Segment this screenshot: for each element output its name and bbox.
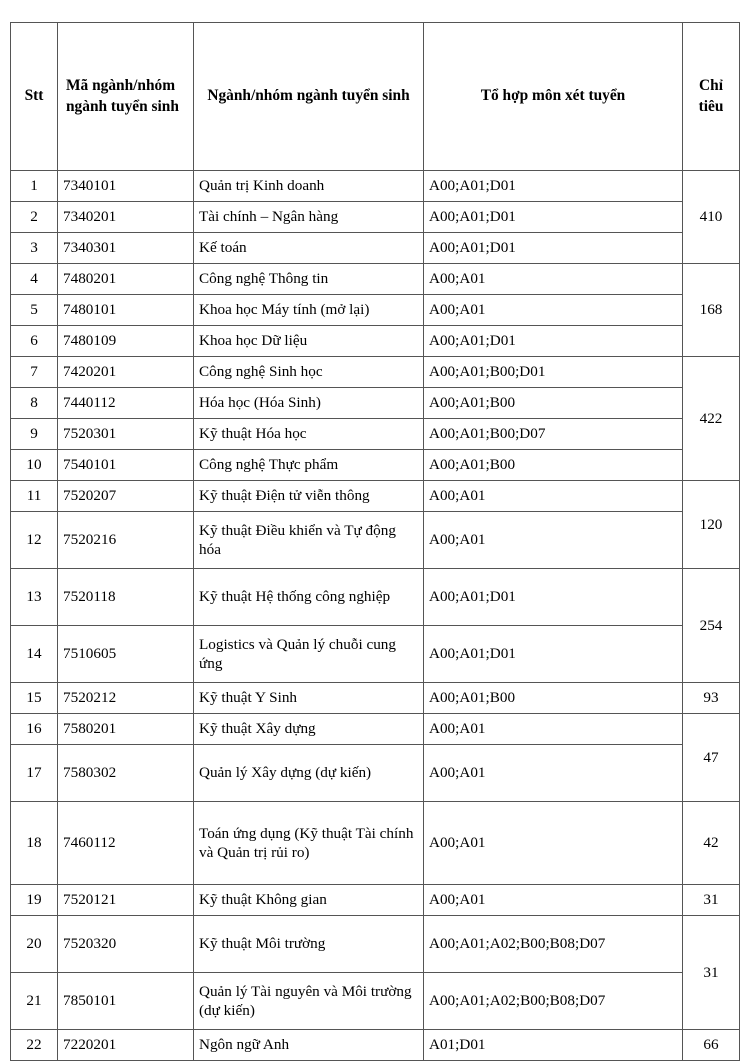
table-row — [11, 264, 740, 295]
subject-combination-cell: A00;A01 — [424, 481, 683, 512]
major-name-cell: Kỹ thuật Y Sinh — [194, 683, 424, 714]
major-name-cell: Quản lý Tài nguyên và Môi trường (dự kiến) — [194, 973, 424, 1030]
subject-combination-cell: A00;A01;B00 — [424, 450, 683, 481]
major-code-cell: 7580201 — [58, 714, 194, 745]
quota-cell: 168 — [683, 264, 740, 357]
subject-combination-cell: A00;A01 — [424, 714, 683, 745]
quota-cell: 254 — [683, 569, 740, 683]
table-row — [11, 802, 740, 885]
major-code-cell: 7520207 — [58, 481, 194, 512]
subject-combination-cell: A00;A01;A02;B00;B08;D07 — [424, 916, 683, 973]
major-name-cell: Công nghệ Thông tin — [194, 264, 424, 295]
table-row — [11, 885, 740, 916]
major-code-cell: 7220201 — [58, 1030, 194, 1061]
quota-cell: 31 — [683, 916, 740, 1030]
major-name-cell: Kỹ thuật Hệ thống công nghiệp — [194, 569, 424, 626]
row-index-cell: 16 — [11, 714, 58, 745]
row-index-cell: 9 — [11, 419, 58, 450]
row-index-cell: 22 — [11, 1030, 58, 1061]
table-body — [11, 171, 740, 1061]
row-index-cell: 19 — [11, 885, 58, 916]
table-row — [11, 450, 740, 481]
major-code-cell: 7580302 — [58, 745, 194, 802]
quota-cell: 47 — [683, 714, 740, 802]
row-index-cell: 12 — [11, 512, 58, 569]
quota-cell: 93 — [683, 683, 740, 714]
subject-combination-cell: A00;A01 — [424, 802, 683, 885]
table-row — [11, 973, 740, 1030]
major-code-cell: 7520301 — [58, 419, 194, 450]
major-name-cell: Tài chính – Ngân hàng — [194, 202, 424, 233]
table-row — [11, 1030, 740, 1061]
table-row — [11, 626, 740, 683]
subject-combination-cell: A00;A01;A02;B00;B08;D07 — [424, 973, 683, 1030]
row-index-cell: 18 — [11, 802, 58, 885]
major-name-cell: Khoa học Dữ liệu — [194, 326, 424, 357]
table-row — [11, 202, 740, 233]
major-name-cell: Quản lý Xây dựng (dự kiến) — [194, 745, 424, 802]
row-index-cell: 1 — [11, 171, 58, 202]
major-name-cell: Kỹ thuật Môi trường — [194, 916, 424, 973]
column-header-stt: Stt — [11, 23, 58, 171]
quota-cell: 42 — [683, 802, 740, 885]
row-index-cell: 2 — [11, 202, 58, 233]
major-code-cell: 7340301 — [58, 233, 194, 264]
row-index-cell: 10 — [11, 450, 58, 481]
major-name-cell: Kỹ thuật Không gian — [194, 885, 424, 916]
table-row — [11, 233, 740, 264]
row-index-cell: 14 — [11, 626, 58, 683]
major-name-cell: Kỹ thuật Điện tử viễn thông — [194, 481, 424, 512]
column-header-major-name: Ngành/nhóm ngành tuyển sinh — [194, 23, 424, 171]
table-row — [11, 326, 740, 357]
major-code-cell: 7460112 — [58, 802, 194, 885]
table-row — [11, 481, 740, 512]
admissions-table — [10, 22, 740, 1061]
row-index-cell: 21 — [11, 973, 58, 1030]
row-index-cell: 4 — [11, 264, 58, 295]
row-index-cell: 3 — [11, 233, 58, 264]
table-row — [11, 916, 740, 973]
row-index-cell: 7 — [11, 357, 58, 388]
table-row — [11, 388, 740, 419]
subject-combination-cell: A01;D01 — [424, 1030, 683, 1061]
major-name-cell: Hóa học (Hóa Sinh) — [194, 388, 424, 419]
column-header-quota: Chỉ tiêu — [683, 23, 740, 171]
quota-cell: 66 — [683, 1030, 740, 1061]
column-header-combination: Tổ hợp môn xét tuyển — [424, 23, 683, 171]
subject-combination-cell: A00;A01;B00;D01 — [424, 357, 683, 388]
row-index-cell: 15 — [11, 683, 58, 714]
row-index-cell: 5 — [11, 295, 58, 326]
major-name-cell: Quản trị Kinh doanh — [194, 171, 424, 202]
major-name-cell: Kế toán — [194, 233, 424, 264]
quota-cell: 422 — [683, 357, 740, 481]
major-code-cell: 7520118 — [58, 569, 194, 626]
major-code-cell: 7420201 — [58, 357, 194, 388]
row-index-cell: 17 — [11, 745, 58, 802]
subject-combination-cell: A00;A01 — [424, 295, 683, 326]
major-code-cell: 7340101 — [58, 171, 194, 202]
major-code-cell: 7480101 — [58, 295, 194, 326]
subject-combination-cell: A00;A01 — [424, 745, 683, 802]
major-code-cell: 7480201 — [58, 264, 194, 295]
major-code-cell: 7850101 — [58, 973, 194, 1030]
major-code-cell: 7480109 — [58, 326, 194, 357]
table-row — [11, 419, 740, 450]
subject-combination-cell: A00;A01;B00;D07 — [424, 419, 683, 450]
row-index-cell: 20 — [11, 916, 58, 973]
major-name-cell: Toán ứng dụng (Kỹ thuật Tài chính và Quản trị rủi ro) — [194, 802, 424, 885]
subject-combination-cell: A00;A01;D01 — [424, 569, 683, 626]
subject-combination-cell: A00;A01 — [424, 885, 683, 916]
subject-combination-cell: A00;A01 — [424, 512, 683, 569]
major-name-cell: Công nghệ Thực phẩm — [194, 450, 424, 481]
subject-combination-cell: A00;A01 — [424, 264, 683, 295]
admissions-table-container — [10, 22, 739, 1061]
table-header — [11, 23, 740, 171]
subject-combination-cell: A00;A01;D01 — [424, 326, 683, 357]
quota-cell: 120 — [683, 481, 740, 569]
major-code-cell: 7510605 — [58, 626, 194, 683]
major-code-cell: 7340201 — [58, 202, 194, 233]
subject-combination-cell: A00;A01;B00 — [424, 683, 683, 714]
major-code-cell: 7520216 — [58, 512, 194, 569]
major-name-cell: Ngôn ngữ Anh — [194, 1030, 424, 1061]
table-row — [11, 171, 740, 202]
table-header-row — [11, 23, 740, 171]
major-name-cell: Logistics và Quản lý chuỗi cung ứng — [194, 626, 424, 683]
subject-combination-cell: A00;A01;D01 — [424, 171, 683, 202]
quota-cell: 410 — [683, 171, 740, 264]
major-name-cell: Công nghệ Sinh học — [194, 357, 424, 388]
major-code-cell: 7520212 — [58, 683, 194, 714]
row-index-cell: 8 — [11, 388, 58, 419]
major-code-cell: 7520121 — [58, 885, 194, 916]
table-row — [11, 357, 740, 388]
table-row — [11, 745, 740, 802]
quota-cell: 31 — [683, 885, 740, 916]
row-index-cell: 13 — [11, 569, 58, 626]
table-row — [11, 714, 740, 745]
table-row — [11, 295, 740, 326]
major-code-cell: 7440112 — [58, 388, 194, 419]
major-code-cell: 7540101 — [58, 450, 194, 481]
subject-combination-cell: A00;A01;D01 — [424, 233, 683, 264]
major-name-cell: Kỹ thuật Hóa học — [194, 419, 424, 450]
row-index-cell: 6 — [11, 326, 58, 357]
column-header-major-code: Mã ngành/nhóm ngành tuyển sinh — [58, 23, 194, 171]
table-row — [11, 512, 740, 569]
table-row — [11, 683, 740, 714]
major-name-cell: Kỹ thuật Điều khiển và Tự động hóa — [194, 512, 424, 569]
subject-combination-cell: A00;A01;D01 — [424, 626, 683, 683]
table-row — [11, 569, 740, 626]
major-code-cell: 7520320 — [58, 916, 194, 973]
major-name-cell: Khoa học Máy tính (mở lại) — [194, 295, 424, 326]
subject-combination-cell: A00;A01;B00 — [424, 388, 683, 419]
row-index-cell: 11 — [11, 481, 58, 512]
subject-combination-cell: A00;A01;D01 — [424, 202, 683, 233]
major-name-cell: Kỹ thuật Xây dựng — [194, 714, 424, 745]
